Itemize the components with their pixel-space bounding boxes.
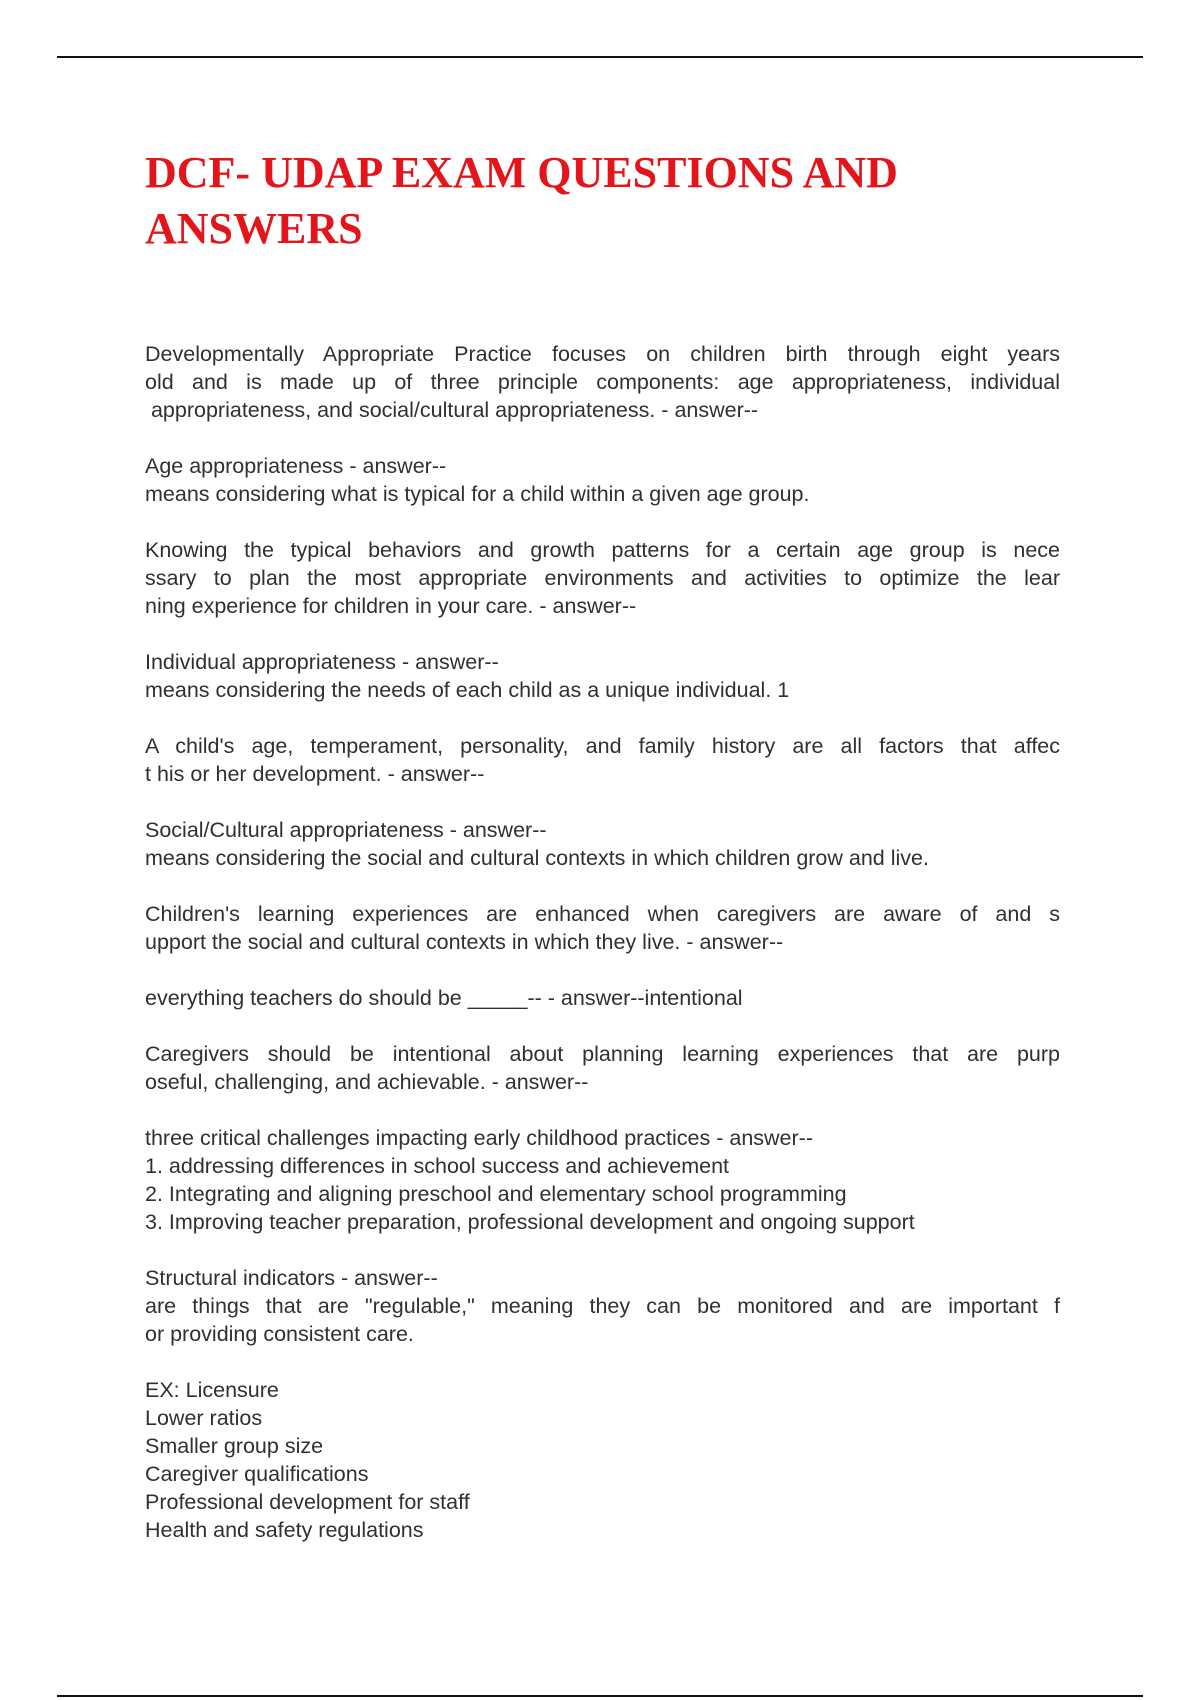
paragraph-dap-intro bbox=[145, 340, 1060, 424]
paragraph-typical-behaviors bbox=[145, 536, 1060, 620]
text-line: old and is made up of three principle components: age appropriateness, individual bbox=[145, 370, 1060, 394]
list-item: 3. Improving teacher preparation, professional development and ongoing support bbox=[145, 1210, 915, 1234]
list-item: 1. addressing differences in school success and achievement bbox=[145, 1154, 730, 1178]
list-item: Lower ratios bbox=[145, 1406, 263, 1430]
text-line: oseful, challenging, and achievable. - answer-- bbox=[145, 1070, 589, 1094]
paragraph-examples-list bbox=[145, 1376, 1060, 1544]
text-line: Individual appropriateness - answer-- bbox=[145, 650, 499, 674]
document-title: DCF- UDAP EXAM QUESTIONS AND ANSWERS bbox=[145, 148, 898, 253]
text-line: Structural indicators - answer-- bbox=[145, 1266, 438, 1290]
text-line: everything teachers do should be _____-- - answer--intentional bbox=[145, 986, 743, 1010]
text-line: Developmentally Appropriate Practice focuses on children birth through eight years bbox=[145, 342, 1060, 366]
text-line: or providing consistent care. bbox=[145, 1322, 414, 1346]
list-item: Professional development for staff bbox=[145, 1490, 470, 1514]
text-line: means considering the needs of each child as a unique individual. 1 bbox=[145, 678, 790, 702]
paragraph-individual-appropriateness bbox=[145, 648, 1060, 704]
text-line: Children's learning experiences are enhanced when caregivers are aware of and s bbox=[145, 902, 1060, 926]
list-item: Smaller group size bbox=[145, 1434, 324, 1458]
text-line: upport the social and cultural contexts in which they live. - answer-- bbox=[145, 930, 784, 954]
text-line: ning experience for children in your care. - answer-- bbox=[145, 594, 637, 618]
paragraph-age-appropriateness bbox=[145, 452, 1060, 508]
text-line: Age appropriateness - answer-- bbox=[145, 454, 447, 478]
text-line: Social/Cultural appropriateness - answer-- bbox=[145, 818, 547, 842]
text-line: Knowing the typical behaviors and growth patterns for a certain age group is nece bbox=[145, 538, 1060, 562]
paragraph-learning-experiences bbox=[145, 900, 1060, 956]
text-line: t his or her development. - answer-- bbox=[145, 762, 485, 786]
paragraph-intentional bbox=[145, 984, 1060, 1012]
text-line: appropriateness, and social/cultural appropriateness. - answer-- bbox=[145, 398, 759, 422]
text-line: Caregivers should be intentional about planning learning experiences that are purp bbox=[145, 1042, 1060, 1066]
paragraph-social-cultural bbox=[145, 816, 1060, 872]
paragraph-child-factors bbox=[145, 732, 1060, 788]
text-line: A child's age, temperament, personality, and family history are all factors that affec bbox=[145, 734, 1060, 758]
text-line: ssary to plan the most appropriate environments and activities to optimize the lear bbox=[145, 566, 1060, 590]
top-rule bbox=[57, 56, 1143, 58]
text-line: means considering the social and cultural contexts in which children grow and live. bbox=[145, 846, 929, 870]
document-body bbox=[145, 340, 1060, 1572]
bottom-rule bbox=[57, 1695, 1143, 1697]
paragraph-structural-indicators bbox=[145, 1264, 1060, 1348]
text-line: means considering what is typical for a child within a given age group. bbox=[145, 482, 810, 506]
paragraph-critical-challenges bbox=[145, 1124, 1060, 1236]
list-item: 2. Integrating and aligning preschool and elementary school programming bbox=[145, 1182, 847, 1206]
list-item: Caregiver qualifications bbox=[145, 1462, 369, 1486]
text-line: are things that are "regulable," meaning they can be monitored and are important f bbox=[145, 1294, 1060, 1318]
list-item: EX: Licensure bbox=[145, 1378, 279, 1402]
paragraph-caregivers-intentional bbox=[145, 1040, 1060, 1096]
text-line: three critical challenges impacting early childhood practices - answer-- bbox=[145, 1126, 813, 1150]
list-item: Health and safety regulations bbox=[145, 1518, 424, 1542]
